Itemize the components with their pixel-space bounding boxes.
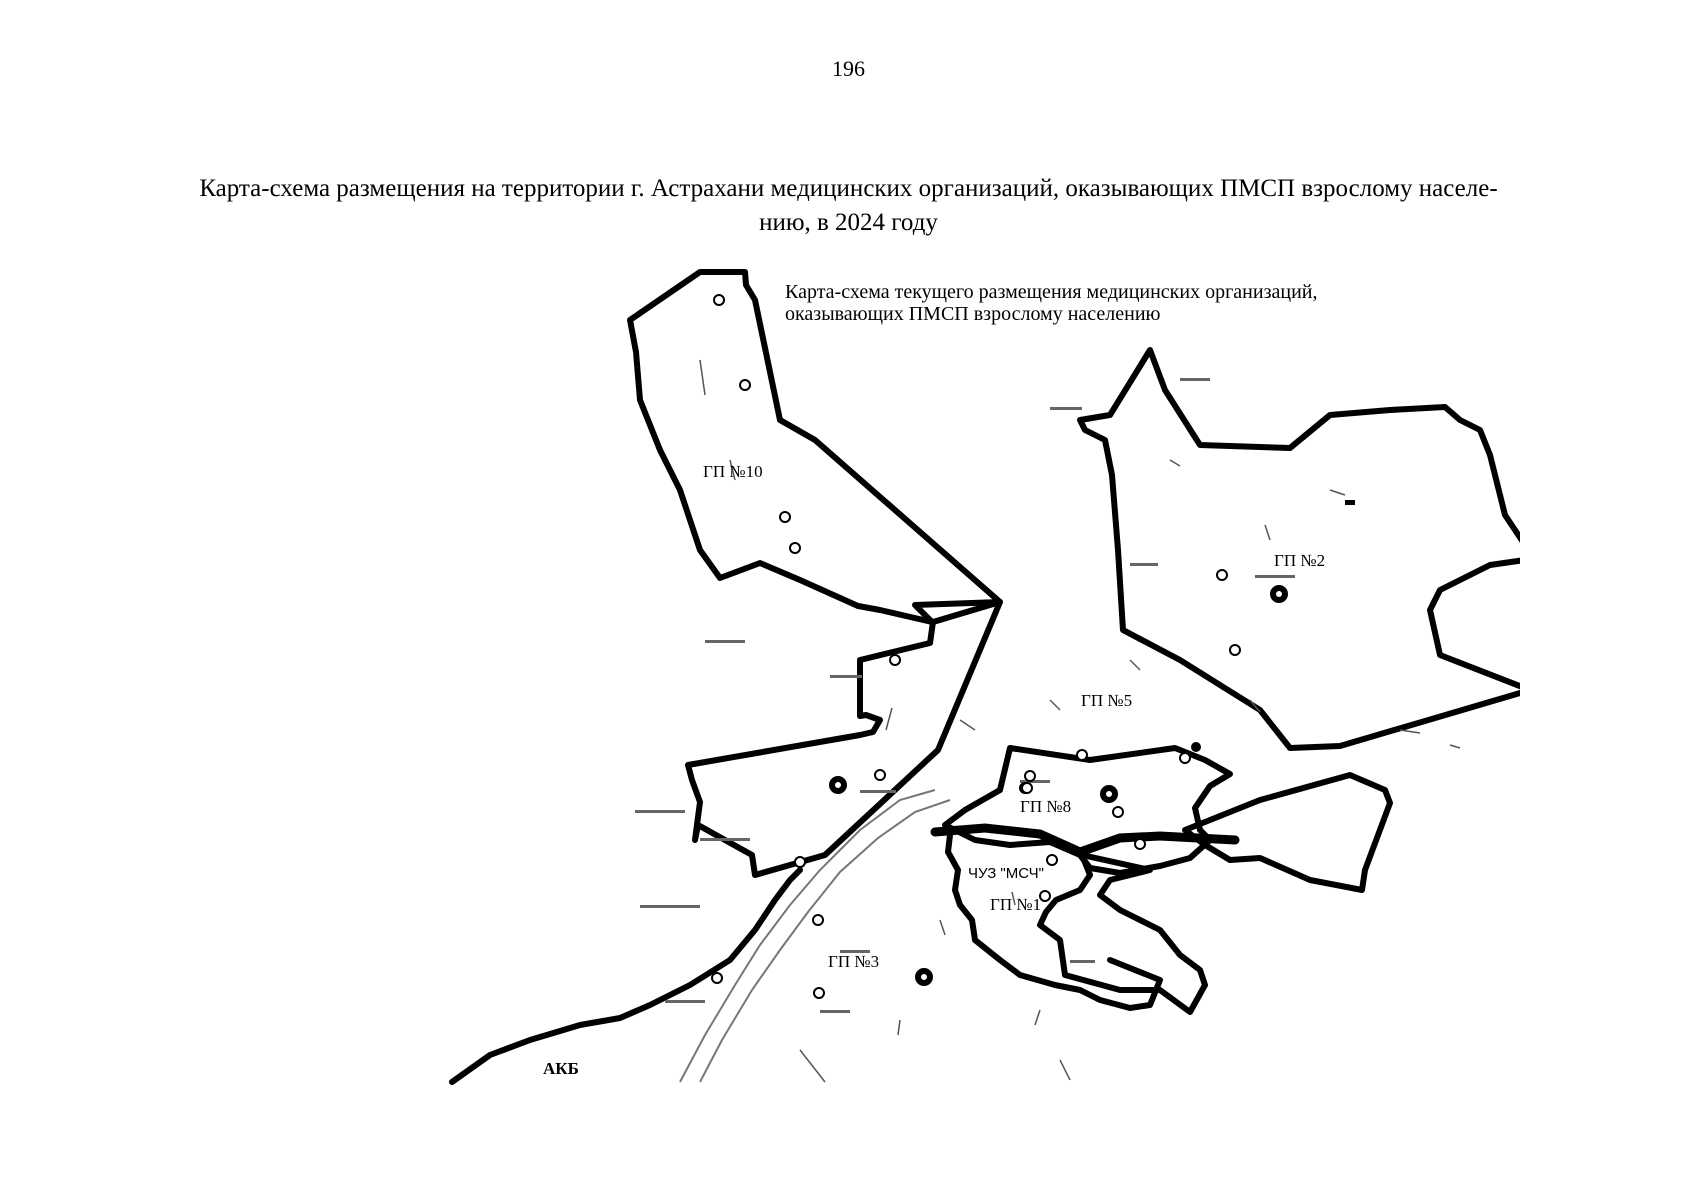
zone-label-gp2: ГП №2 <box>1274 551 1326 570</box>
zone-boundary-east <box>1185 775 1390 890</box>
minor-roads <box>700 360 1460 1082</box>
zone-label-gp1: ГП №1 <box>990 895 1042 914</box>
map-header-line-2: оказывающих ПМСП взрослому населению <box>785 303 1161 325</box>
zone-label-chuz: ЧУЗ "МСЧ" <box>968 865 1044 882</box>
river <box>680 790 950 1082</box>
zone-label-akb: АКБ <box>543 1059 579 1078</box>
page-number: 196 <box>832 56 865 81</box>
map-figure <box>420 262 1520 1092</box>
facility-markers <box>712 295 1240 998</box>
map-header-line-1: Карта-схема текущего размещения медицинских организаций, <box>785 281 1318 303</box>
document-title <box>110 172 1587 240</box>
zone-boundary-akb <box>452 870 800 1082</box>
map-marker-block <box>1345 500 1355 505</box>
zone-label-gp10: ГП №10 <box>703 462 763 481</box>
document-title-line-2: нию, в 2024 году <box>759 209 938 236</box>
document-title-line-1: Карта-схема размещения на территории г. Астрахани медицинских организаций, оказывающих ПМСП взрослому населе- <box>199 175 1498 202</box>
zone-label-gp8: ГП №8 <box>1020 797 1072 816</box>
map-svg <box>420 262 1520 1092</box>
zone-boundary-gp2 <box>1080 350 1520 748</box>
facility-dot <box>1191 742 1201 752</box>
zone-label-gp5: ГП №5 <box>1081 691 1133 710</box>
zone-label-gp3: ГП №3 <box>828 952 880 971</box>
